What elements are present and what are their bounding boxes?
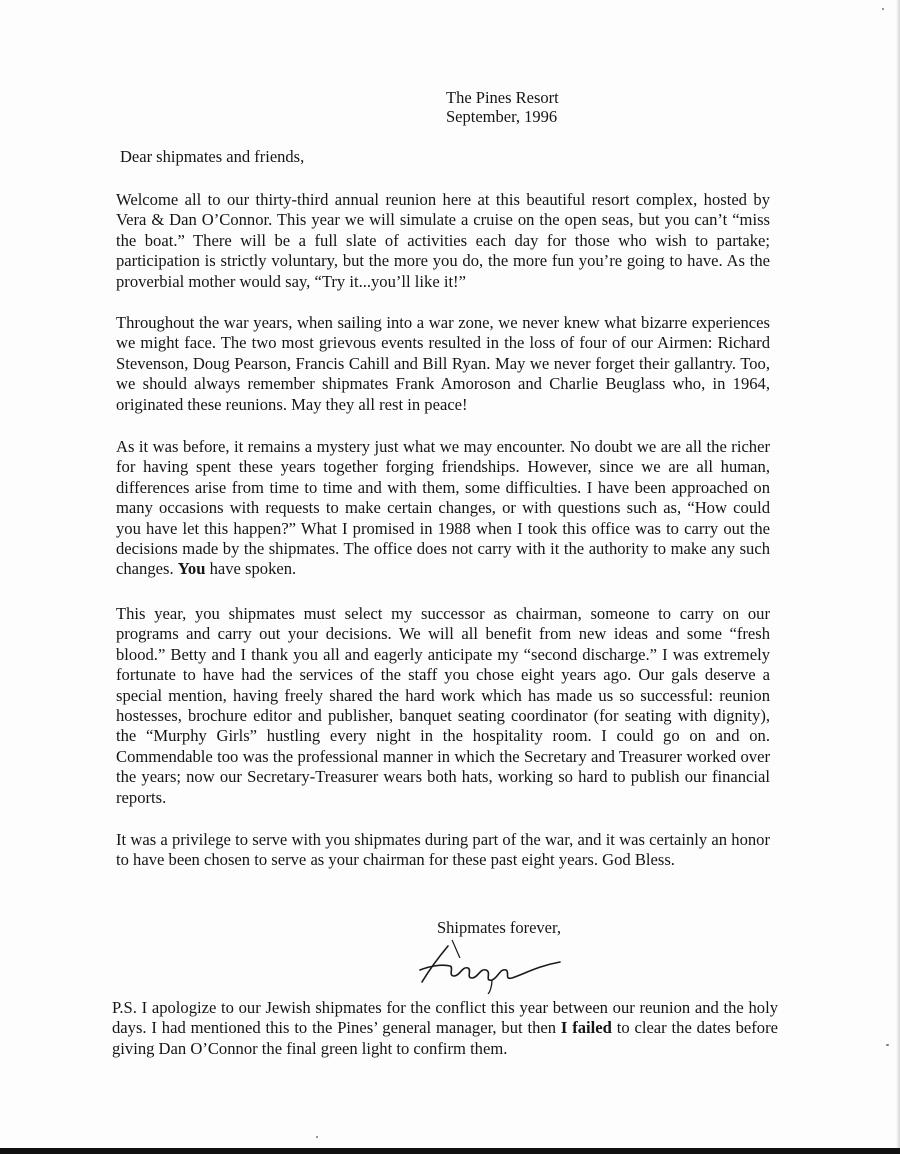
heading-location: The Pines Resort [446, 88, 559, 107]
letter-heading [446, 88, 559, 126]
postscript-tail: to clear the dates before giving Dan O’Connor the final green light to confirm them. [112, 1018, 778, 1058]
emphasis-i-failed: I failed [560, 1018, 612, 1038]
paragraph-welcome: Welcome all to our thirty-third annual reunion here at this beautiful resort complex, hosted by Vera & Dan O’Connor. This year we will simulate a cruise on the open seas, but you can’t “miss the boat.” There will be a full slate of activities each day for those who wish to partake; participation is strictly voluntary, but the more you do, the more fun you’re going to have. As the proverbial mother would say, “Try it...you’ll like it!” [116, 190, 770, 291]
paragraph-privilege: It was a privilege to serve with you shipmates during part of the war, and it was certainly an honor to have been chosen to serve as your chairman for these past eight years. God Bless. [116, 830, 770, 870]
scan-speck [316, 1136, 318, 1138]
heading-date: September, 1996 [446, 107, 558, 126]
paragraph-mystery-text: As it was before, it remains a mystery just what we may encounter. No doubt we are all the richer for having spent these years together forging friendships. However, since we are all human, differences arise from time to time and with them, some difficulties. I have been approached on many occasions with requests to make certain changes, or with questions such as, “How could you have let this happen?” What I promised in 1988 when I took this office was to carry out the decisions made by the shipmates. The office does not carry with it the authority to make any such changes. [116, 437, 770, 579]
salutation: Dear shipmates and friends, [120, 147, 305, 166]
scan-speck [882, 8, 884, 10]
paragraph-war-years: Throughout the war years, when sailing into a war zone, we never knew what bizarre experiences we might face. The two most grievous events resulted in the loss of four of our Airmen: Richard Stevenson, Doug Pearson, Francis Cahill and Bill Ryan. May we never forget their gallantry. Too, we should always remember shipmates Frank Amoroson and Charlie Beuglass who, in 1964, originated these reunions. May they all rest in peace! [116, 313, 770, 414]
handwritten-signature [408, 936, 578, 994]
emphasis-you: You [177, 559, 206, 579]
scan-speck [886, 1044, 889, 1046]
paragraph-successor: This year, you shipmates must select my successor as chairman, someone to carry on our programs and carry out your decisions. We will all benefit from new ideas and some “fresh blood.” Betty and I thank you all and eagerly anticipate my “second discharge.” I was extremely fortunate to have had the services of the staff you chose eight years ago. Our gals deserve a special mention, having freely shared the hard work which has made us so successful: reunion hostesses, brochure editor and publisher, banquet seating coordinator (for seating with dignity), the “Murphy Girls” hustling every night in the hospitality room. I could go on and on. Commendable too was the professional manner in which the Secretary and Treasurer worked over the years; now our Secretary-Treasurer wears both hats, working so hard to publish our financial reports. [116, 604, 770, 807]
postscript-lead: P.S. I apologize to our Jewish shipmates for the conflict this year between our reunion and the holy days. I had mentioned this to the Pines’ general manager, but then [112, 998, 778, 1038]
scan-bottom-edge [0, 1148, 900, 1154]
scan-right-edge [896, 0, 900, 1154]
paragraph-mystery-tail: have spoken. [205, 559, 297, 579]
closing-line: Shipmates forever, [437, 918, 561, 937]
paragraph-mystery [116, 437, 770, 580]
postscript [112, 998, 778, 1059]
